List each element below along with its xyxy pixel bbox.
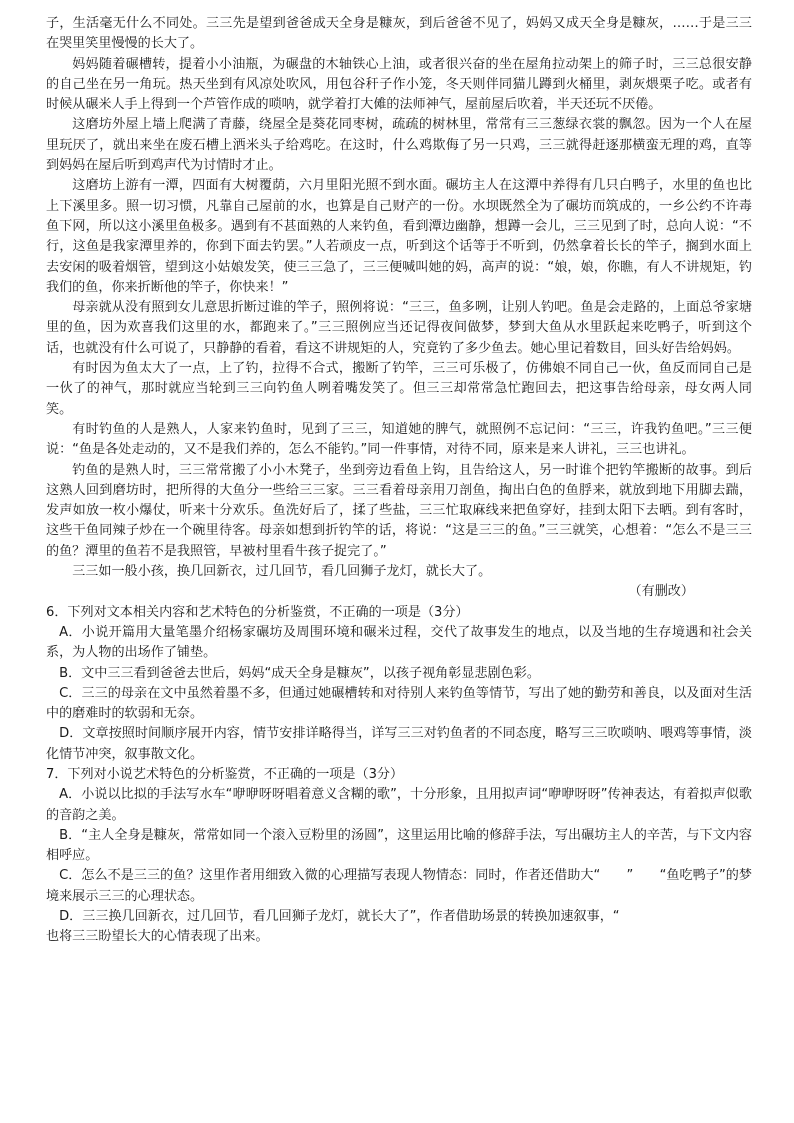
passage-paragraph: 钓鱼的是熟人时，三三常常搬了小小木凳子，坐到旁边看鱼上钩，且告给这人，另一时谁个把钓竿搬断的故事。到后这熟人回到磨坊时，把所得的大鱼分一些给三三家。三三看着母亲用刀剖鱼，掏出白色的鱼脬来，就放到地下用脚去踹，发声如放一枚小爆仗，听来十分欢乐。鱼洗好后了，揉了些盐，三三忙取麻线来把鱼穿好，挂到太阳下去晒。到有客时，这些干鱼同辣子炒在一个碗里待客。母亲如想到折钓竿的话，将说：“这是三三的鱼。”三三就笑，心想着：“怎么不是三三的鱼？潭里的鱼若不是我照管，早被村里看牛孩子捉完了。” <box>46 462 752 559</box>
question-6 <box>46 603 752 765</box>
passage-paragraph: 子，生活毫无什么不同处。三三先是望到爸爸成天全身是糠灰，到后爸爸不见了，妈妈又成天全身是糠灰，……于是三三在哭里笑里慢慢的长大了。 <box>46 16 752 52</box>
passage-paragraph: 母亲就从没有照到女儿意思折断过谁的竿子，照例将说：“三三，鱼多咧，让别人钓吧。鱼是会走路的，上面总爷家塘里的鱼，因为欢喜我们这里的水，都跑来了。”三三照例应当还记得夜间做梦，梦到大鱼从水里跃起来吃鸭子，听到这个话，也就没有什么可说了，只静静的看着，看这不讲规矩的人，究竟钓了多少鱼去。她心里记着数目，回头好告给妈妈。 <box>46 300 752 356</box>
passage-paragraph: 这磨坊外屋上墙上爬满了青藤，绕屋全是葵花同枣树，疏疏的树林里，常常有三三葱绿衣裳的飘忽。因为一个人在屋里玩厌了，就出来坐在废石槽上洒米头子给鸡吃。在这时，什么鸡欺侮了另一只鸡，三三就得赶逐那横蛮无理的鸡，直等到妈妈在屋后听到鸡声代为讨情时才止。 <box>46 117 752 174</box>
option-c: C．怎么不是三三的鱼？这里作者用细致入微的心理描写表现人物情态：同时，作者还借助大“ ” “鱼吃鸭子”的梦境来展示三三的心理状态。 <box>46 868 752 904</box>
passage-paragraph: 妈妈随着碾槽转，提着小小油瓶，为碾盘的木轴铁心上油，或者很兴奋的坐在屋角拉动架上的筛子时，三三总很安静的自己坐在另一角玩。热天坐到有风凉处吹风，用包谷秆子作小笼，冬天则伴同猫儿蹲到火桶里，剥灰煨栗子吃。或者有时候从碾米人手上得到一个芦管作成的唢呐，就学着打大傩的法师神气，屋前屋后吹着，半天还玩不厌倦。 <box>46 56 752 113</box>
passage-paragraph: 有时因为鱼太大了一点，上了钓，拉得不合式，搬断了钓竿，三三可乐极了，仿佛娘不同自己一伙，鱼反而同自己是一伙了的神气，那时就应当轮到三三向钓鱼人咧着嘴发笑了。但三三却常常急忙跑回去，把这事告给母亲，母女两人同笑。 <box>46 361 752 417</box>
option-b: B．文中三三看到爸爸去世后，妈妈“成天全身是糠灰”，以孩子视角彰显悲剧色彩。 <box>59 665 540 681</box>
option-d-continuation: 也将三三盼望长大的心情表现了出来。 <box>46 929 269 945</box>
option-d: D．三三换几回新衣，过几回节，看几回狮子龙灯，就长大了”，作者借助场景的转换加速叙事，“ <box>59 909 620 925</box>
option-a: A．小说开篇用大量笔墨介绍杨家碾坊及周围环境和碾米过程，交代了故事发生的地点，以及当地的生存境遇和社会关系，为人物的出场作了铺垫。 <box>46 624 752 661</box>
option-d: D．文章按照时间顺序展开内容，情节安排详略得当，详写三三对钓鱼者的不同态度，略写三三吹唢呐、喂鸡等事情，淡化情节冲突，叙事散文化。 <box>46 726 752 762</box>
option-b: B．“主人全身是糠灰，常常如同一个滚入豆粉里的汤圆”，这里运用比喻的修辞手法，写出碾坊主人的辛苦，与下文内容相呼应。 <box>46 827 752 864</box>
question-stem: 6．下列对文本相关内容和艺术特色的分析鉴赏，不正确的一项是（3分） <box>46 604 469 620</box>
passage-paragraph: 有时钓鱼的人是熟人，人家来钓鱼时，见到了三三，知道她的脾气，就照例不忘记问：“三三，许我钓鱼吧。”三三便说：“鱼是各处走动的，又不是我们养的，怎么不能钓。”同一件事情，对待不同，原来是来人讲礼，三三也讲礼。 <box>46 421 752 458</box>
reading-passage <box>46 14 752 603</box>
question-7 <box>46 765 752 948</box>
revision-note: （有删改） <box>628 584 694 600</box>
passage-paragraph: 这磨坊上游有一潭，四面有大树覆荫，六月里阳光照不到水面。碾坊主人在这潭中养得有几只白鸭子，水里的鱼也比上下溪里多。照一切习惯，凡靠自己屋前的水，也算是自己财产的一份。水坝既然全为了碾坊而筑成的，一乡公约不许毒鱼下网，所以这小溪里鱼极多。遇到有不甚面熟的人来钓鱼，看到潭边幽静，想蹲一会儿，三三见到了时，总向人说：“不行，这鱼是我家潭里养的，你到下面去钓罢。”人若顽皮一点，听到这个话等于不听到，仍然拿着长长的竿子，搁到水面上去安闲的吸着烟管，望到这小姑娘发笑，使三三急了，三三便喊叫她的妈，高声的说：“娘，娘，你瞧，有人不讲规矩，钓我们的鱼，你来折断他的竿子，你快来！” <box>46 178 752 295</box>
passage-paragraph: 三三如一般小孩，换几回新衣，过几回节，看几回狮子龙灯，就长大了。 <box>72 564 492 580</box>
question-stem: 7．下列对小说艺术特色的分析鉴赏，不正确的一项是（3分） <box>46 766 404 782</box>
option-a: A．小说以比拟的手法写水车“咿咿呀呀唱着意义含糊的歌”，十分形象，且用拟声词“咿咿呀呀”传神表达，有着拟声似歌的音韵之美。 <box>46 787 752 823</box>
exam-page <box>46 14 752 948</box>
option-c: C．三三的母亲在文中虽然着墨不多，但通过她碾槽转和对待别人来钓鱼等情节，写出了她的勤劳和善良，以及面对生活中的磨难时的软弱和无奈。 <box>46 685 752 722</box>
